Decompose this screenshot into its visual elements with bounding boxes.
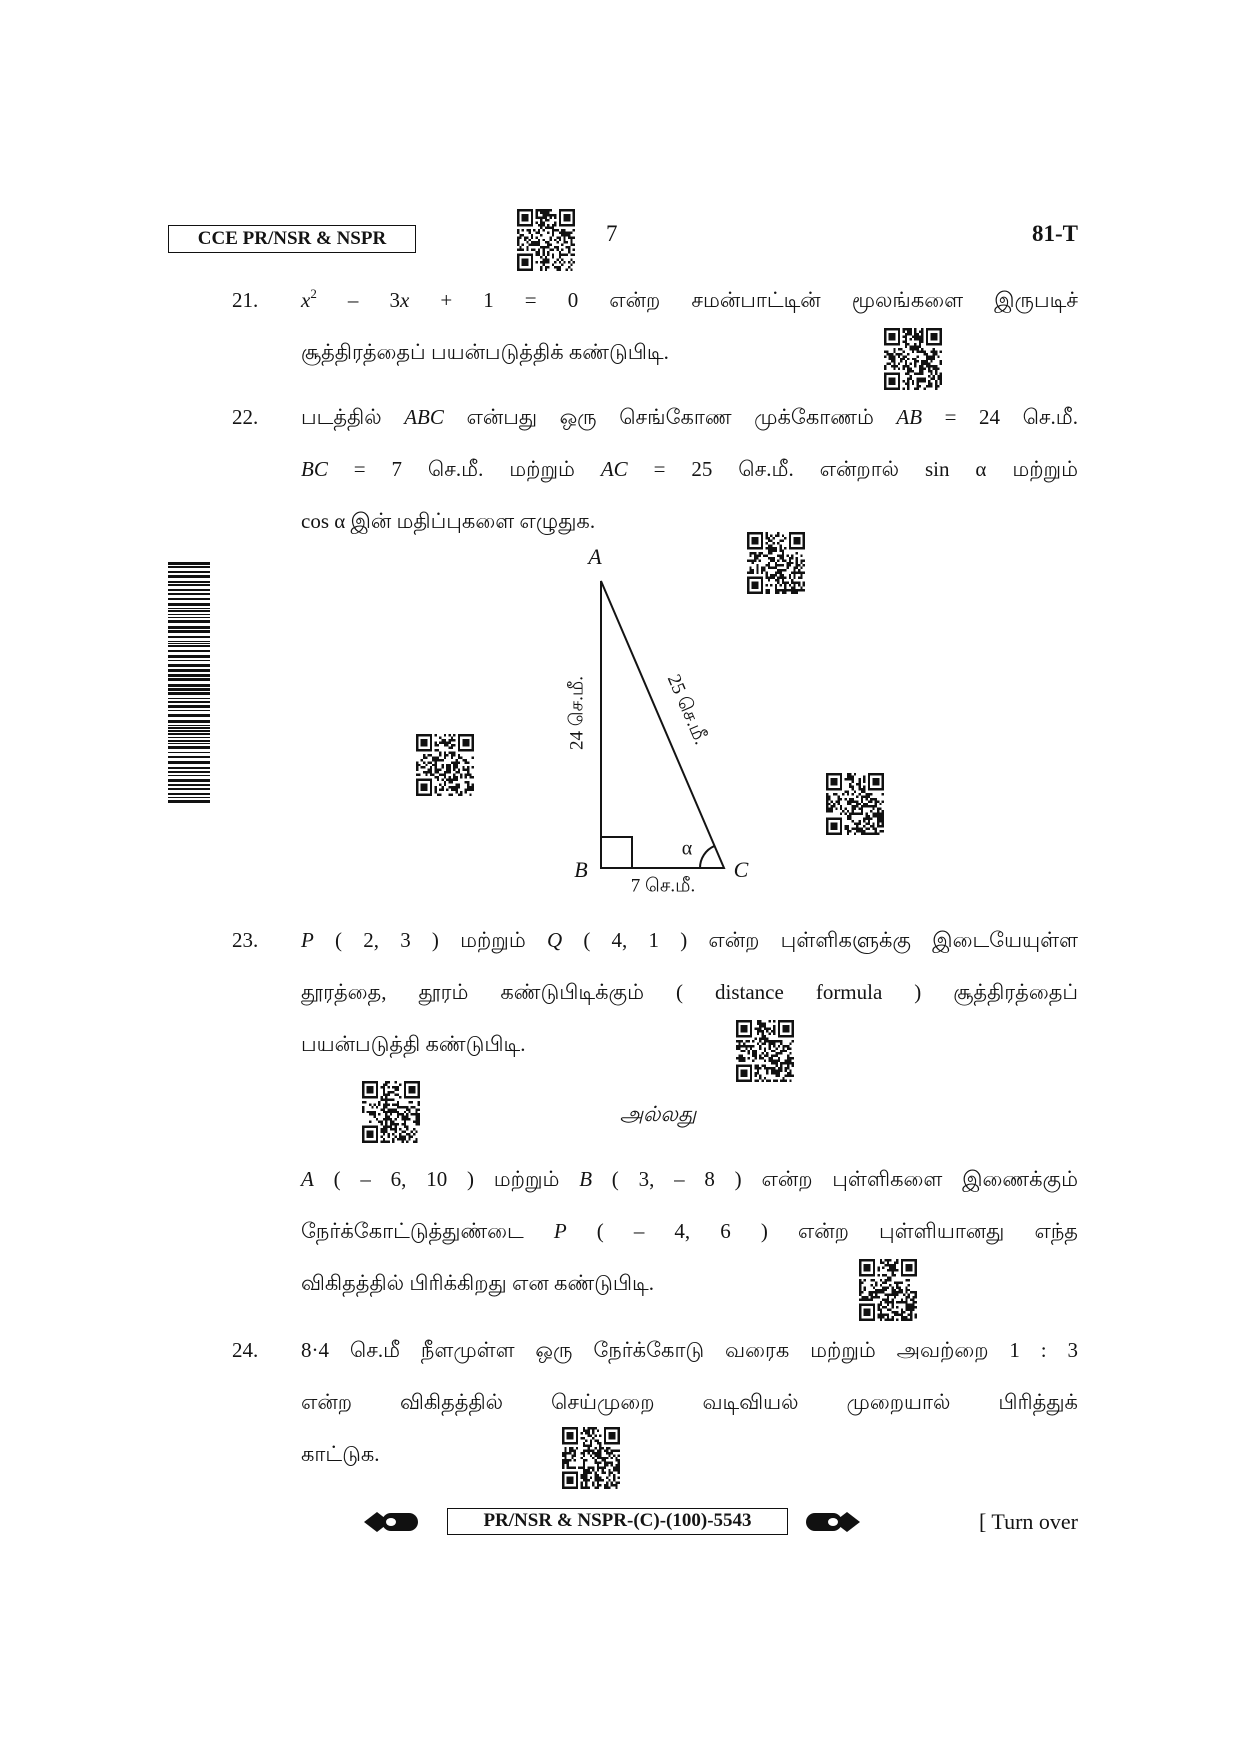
question-23-alternative xyxy=(232,1153,1078,1309)
qr-code xyxy=(362,1081,420,1143)
math-variable: AB xyxy=(896,405,923,429)
question-text: சூத்திரத்தைப் பயன்படுத்திக் கண்டுபிடி. xyxy=(301,340,669,364)
side-ac-label: 25 செ.மீ. xyxy=(662,671,712,748)
qr-code xyxy=(884,328,942,390)
qr-modules xyxy=(859,1259,917,1321)
qr-modules xyxy=(362,1081,420,1143)
qr-modules xyxy=(826,773,884,835)
barcode-bars xyxy=(168,562,210,803)
question-text: = 25 செ.மீ. என்றால் sin α மற்றும் xyxy=(627,457,1078,481)
page-number: 7 xyxy=(606,221,618,246)
math-variable: P xyxy=(553,1219,567,1243)
superscript: 2 xyxy=(310,286,317,301)
question-line xyxy=(301,1376,1078,1428)
question-21 xyxy=(232,274,1078,378)
question-text: என்பது ஒரு செங்கோண முக்கோணம் xyxy=(443,405,897,429)
question-line xyxy=(301,274,1078,326)
question-line xyxy=(301,1324,1078,1376)
qr-modules xyxy=(416,734,474,796)
vertex-c-label: C xyxy=(733,857,749,883)
qr-modules xyxy=(562,1427,620,1489)
qr-modules xyxy=(884,328,942,390)
footer-ornament-right xyxy=(806,1510,860,1534)
math-variable: BC xyxy=(301,457,328,481)
question-line xyxy=(301,443,1078,495)
or-label: அல்லது xyxy=(619,1102,697,1126)
question-number: 21. xyxy=(232,288,259,312)
qr-modules xyxy=(517,209,575,271)
question-text: ( – 6, 10 ) மற்றும் xyxy=(313,1167,580,1191)
question-text: + 1 = 0 என்ற சமன்பாட்டின் மூலங்களை இருபடிச் xyxy=(409,288,1078,312)
question-line xyxy=(301,914,1078,966)
barcode xyxy=(168,562,210,803)
qr-code xyxy=(562,1427,620,1489)
question-22 xyxy=(232,391,1078,547)
angle-arc xyxy=(700,846,715,868)
question-text: காட்டுக. xyxy=(301,1442,380,1466)
math-variable: A xyxy=(301,1167,314,1191)
math-variable: ABC xyxy=(404,405,444,429)
question-text: = 24 செ.மீ. xyxy=(922,405,1078,429)
question-number: 24. xyxy=(232,1338,259,1362)
question-text: படத்தில் xyxy=(301,405,405,429)
paper-code-box: PR/NSR & NSPR-(C)-(100)-5543 xyxy=(447,1508,788,1535)
math-variable: x xyxy=(301,288,311,312)
question-text: விகிதத்தில் பிரிக்கிறது என கண்டுபிடி. xyxy=(301,1271,655,1295)
question-24 xyxy=(232,1324,1078,1480)
question-text: நேர்க்கோட்டுத்துண்டை xyxy=(301,1219,554,1243)
angle-alpha-label: α xyxy=(681,837,693,860)
qr-code xyxy=(826,773,884,835)
side-ab-label: 24 செ.மீ. xyxy=(566,676,588,750)
question-line xyxy=(301,326,1078,378)
footer-ornament-left xyxy=(364,1510,418,1534)
question-text: ( 3, – 8 ) என்ற புள்ளிகளை இணைக்கும் xyxy=(592,1167,1078,1191)
question-line xyxy=(301,966,1078,1018)
qr-modules xyxy=(736,1020,794,1082)
side-bc-label: 7 செ.மீ. xyxy=(630,875,696,897)
question-text: 8·4 செ.மீ நீளமுள்ள ஒரு நேர்க்கோடு வரைக மற்றும் அவற்றை 1 : 3 xyxy=(301,1338,1078,1362)
math-variable: B xyxy=(579,1167,593,1191)
question-text: = 7 செ.மீ. மற்றும் xyxy=(327,457,601,481)
question-line xyxy=(301,1153,1078,1205)
qr-code xyxy=(517,209,575,271)
question-line xyxy=(301,1257,1078,1309)
question-text: பயன்படுத்தி கண்டுபிடி. xyxy=(301,1032,526,1056)
right-angle-marker xyxy=(601,837,632,868)
question-text: என்ற விகிதத்தில் செய்முறை வடிவியல் முறையால் பிரித்துக் xyxy=(301,1390,1078,1414)
question-number: 23. xyxy=(232,928,259,952)
question-number: 22. xyxy=(232,405,259,429)
question-text: – 3 xyxy=(316,288,400,312)
qr-code xyxy=(859,1259,917,1321)
vertex-b-label: B xyxy=(574,857,588,883)
exam-code-box: CCE PR/NSR & NSPR xyxy=(168,225,416,253)
qr-code xyxy=(736,1020,794,1082)
question-line xyxy=(301,1018,1078,1070)
math-variable: x xyxy=(399,288,410,312)
question-text: தூரத்தை, தூரம் கண்டுபிடிக்கும் ( distance formula ) சூத்திரத்தைப் xyxy=(301,980,1078,1004)
subject-code: 81-T xyxy=(1032,221,1078,246)
qr-code xyxy=(416,734,474,796)
question-line xyxy=(301,1205,1078,1257)
question-text: ( 4, 1 ) என்ற புள்ளிகளுக்கு இடையேயுள்ள xyxy=(562,928,1078,952)
question-23 xyxy=(232,914,1078,1070)
math-variable: P xyxy=(301,928,314,952)
vertex-a-label: A xyxy=(588,544,602,570)
question-text: ( – 4, 6 ) என்ற புள்ளியானது எந்த xyxy=(566,1219,1078,1243)
turn-over-label: [ Turn over xyxy=(978,1509,1078,1534)
question-text: cos α இன் மதிப்புகளை எழுதுக. xyxy=(301,509,596,533)
right-triangle-figure xyxy=(540,540,780,910)
math-variable: Q xyxy=(546,928,563,952)
question-text: ( 2, 3 ) மற்றும் xyxy=(313,928,547,952)
question-line xyxy=(301,1428,1078,1480)
question-line xyxy=(301,391,1078,443)
math-variable: AC xyxy=(600,457,628,481)
